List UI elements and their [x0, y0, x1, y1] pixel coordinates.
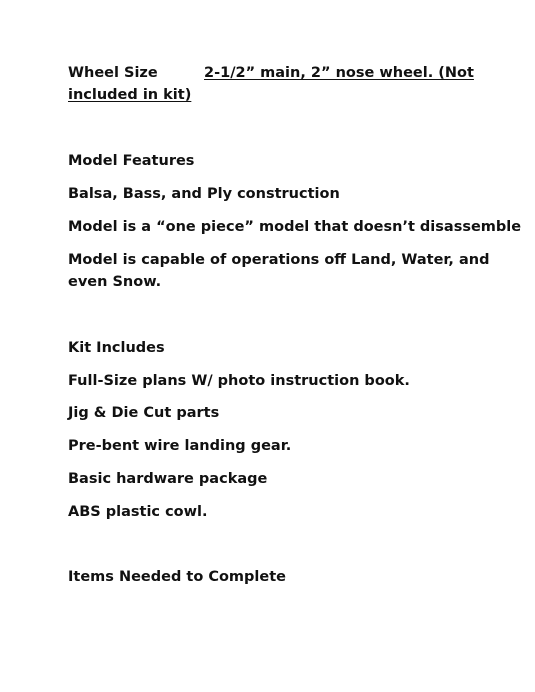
- kit-includes-item: ABS plastic cowl.: [68, 504, 208, 520]
- model-feature-item-continued: even Snow.: [68, 274, 162, 290]
- model-feature-item: Balsa, Bass, and Ply construction: [68, 186, 340, 202]
- wheel-size-line: [68, 62, 474, 84]
- kit-includes-item: Basic hardware package: [68, 471, 268, 487]
- kit-includes-item: Jig & Die Cut parts: [68, 405, 220, 421]
- model-features-heading: Model Features: [68, 153, 195, 169]
- wheel-size-value-continued: included in kit): [68, 87, 192, 103]
- items-needed-heading: Items Needed to Complete: [68, 569, 286, 585]
- kit-includes-item: Full-Size plans W/ photo instruction book.: [68, 373, 410, 389]
- wheel-size-label: Wheel Size: [68, 65, 158, 81]
- kit-includes-item: Pre-bent wire landing gear.: [68, 438, 292, 454]
- kit-includes-heading: Kit Includes: [68, 340, 165, 356]
- model-feature-item: Model is capable of operations off Land, Water, and: [68, 252, 490, 268]
- model-feature-item: Model is a “one piece” model that doesn’t disassemble: [68, 219, 522, 235]
- wheel-size-value: 2-1/2” main, 2” nose wheel. (Not: [204, 65, 474, 81]
